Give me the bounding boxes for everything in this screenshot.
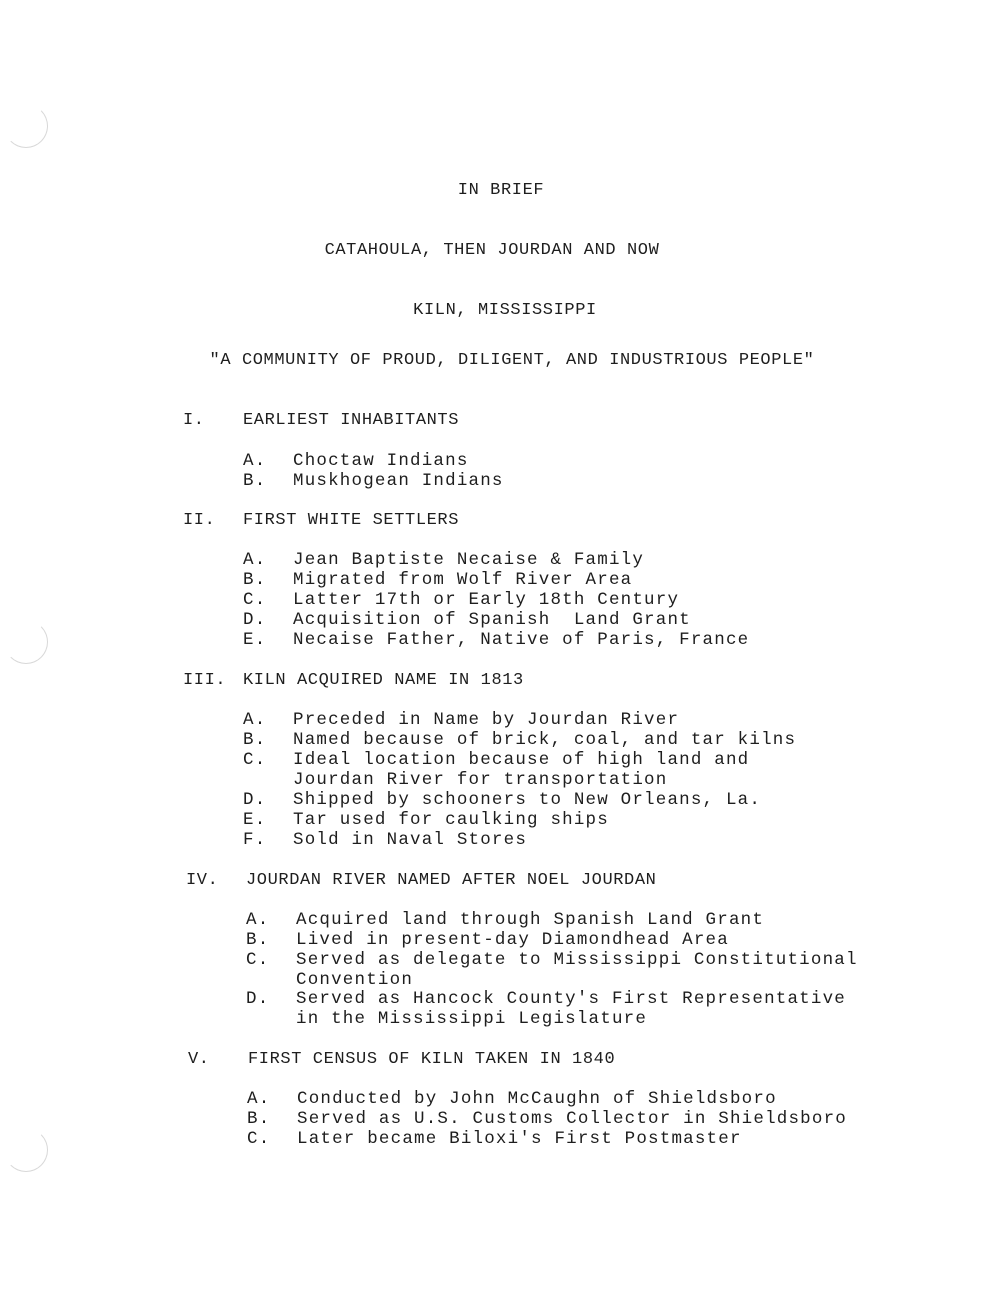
item-letter: A. (243, 550, 267, 570)
item-text: Served as U.S. Customs Collector in Shieldsboro (297, 1109, 847, 1129)
section-title: EARLIEST INHABITANTS (243, 411, 460, 430)
item-letter: D. (246, 989, 270, 1009)
item-text: Tar used for caulking ships (293, 810, 609, 830)
item-letter: A. (246, 910, 270, 930)
item-letter: A. (243, 451, 267, 471)
item-text: Migrated from Wolf River Area (293, 570, 633, 590)
item-text: Acquisition of Spanish Land Grant (293, 610, 691, 630)
section-number: III. (183, 671, 227, 690)
heading-kiln-mississippi: KILN, MISSISSIPPI (413, 301, 597, 320)
item-letter: D. (243, 790, 267, 810)
item-text: Lived in present-day Diamondhead Area (296, 930, 729, 950)
item-letter: C. (243, 590, 267, 610)
item-text: Acquired land through Spanish Land Grant (296, 910, 765, 930)
item-text: Later became Biloxi's First Postmaster (297, 1129, 742, 1149)
item-text: Preceded in Name by Jourdan River (293, 710, 680, 730)
item-text: Named because of brick, coal, and tar kilns (293, 730, 797, 750)
heading-in-brief: IN BRIEF (457, 181, 545, 200)
section-number: II. (183, 511, 216, 530)
item-text: Served as delegate to Mississippi Constitutional (296, 950, 858, 970)
item-text-continuation: in the Mississippi Legislature (296, 1009, 648, 1029)
item-letter: C. (243, 750, 267, 770)
item-letter: C. (246, 950, 270, 970)
section-title: KILN ACQUIRED NAME IN 1813 (243, 671, 524, 690)
item-letter: A. (247, 1089, 271, 1109)
item-text: Ideal location because of high land and (293, 750, 750, 770)
item-text: Latter 17th or Early 18th Century (293, 590, 680, 610)
section-2-heading (183, 511, 460, 587)
item-text: Jean Baptiste Necaise & Family (293, 550, 645, 570)
section-title: JOURDAN RIVER NAMED AFTER NOEL JOURDAN (246, 871, 657, 890)
item-text-continuation: Jourdan River for transportation (293, 770, 668, 790)
item-letter: C. (247, 1129, 271, 1149)
section-number: IV. (186, 871, 219, 890)
section-title: FIRST WHITE SETTLERS (243, 511, 460, 530)
item-letter: B. (243, 730, 267, 750)
item-text: Shipped by schooners to New Orleans, La. (293, 790, 762, 810)
item-letter: D. (243, 610, 267, 630)
heading-tagline: "A COMMUNITY OF PROUD, DILIGENT, AND INDUSTRIOUS PEOPLE" (209, 351, 815, 370)
item-letter: E. (243, 630, 267, 650)
item-text: Muskhogean Indians (293, 471, 504, 491)
item-text: Conducted by John McCaughn of Shieldsboro (297, 1089, 777, 1109)
punch-hole-mark-top (4, 104, 48, 148)
section-number: I. (183, 411, 205, 430)
item-letter: B. (243, 570, 267, 590)
item-letter: B. (246, 930, 270, 950)
item-letter: E. (243, 810, 267, 830)
list-item (247, 1129, 742, 1209)
item-letter: F. (243, 830, 267, 850)
section-title: FIRST CENSUS OF KILN TAKEN IN 1840 (248, 1050, 616, 1069)
heading-catahoula: CATAHOULA, THEN JOURDAN AND NOW (324, 241, 660, 260)
item-text: Served as Hancock County's First Representative (296, 989, 846, 1009)
item-text-continuation: Convention (296, 970, 414, 990)
punch-hole-mark-middle (4, 620, 48, 664)
item-text: Choctaw Indians (293, 451, 469, 471)
item-letter: B. (243, 471, 267, 491)
item-text: Necaise Father, Native of Paris, France (293, 630, 750, 650)
item-letter: A. (243, 710, 267, 730)
section-number: V. (188, 1050, 210, 1069)
item-text: Sold in Naval Stores (293, 830, 528, 850)
punch-hole-mark-bottom (4, 1128, 48, 1172)
item-letter: B. (247, 1109, 271, 1129)
